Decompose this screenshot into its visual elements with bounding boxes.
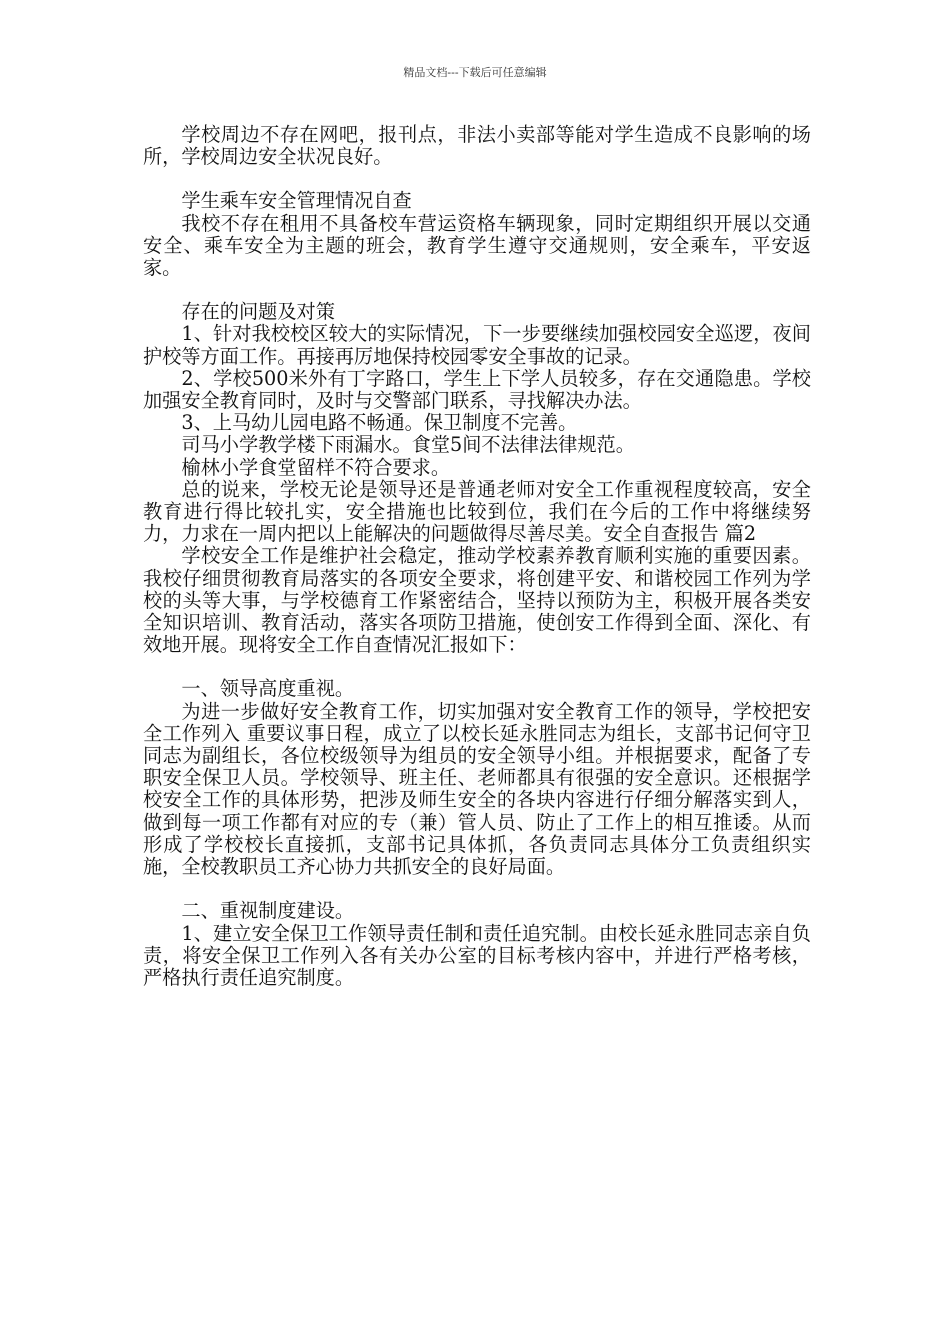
paragraph: 1、针对我校校区较大的实际情况，下一步要继续加强校园安全巡逻，夜间护校等方面工作。再接再厉地保持校园零安全事故的记录。: [143, 322, 811, 368]
paragraph: 榆林小学食堂留样不符合要求。: [181, 455, 451, 479]
paragraph: 1、建立安全保卫工作领导责任制和责任追究制。由校长延永胜同志亲自负责，将安全保卫工作列入各有关办公室的目标考核内容中，并进行严格考核，严格执行责任追究制度。: [143, 921, 811, 989]
paragraph: 二、重视制度建设。: [181, 899, 355, 923]
paragraph: 学生乘车安全管理情况自查: [181, 189, 412, 213]
paragraph-gap: [143, 168, 811, 190]
paragraph: 为进一步做好安全教育工作，切实加强对安全教育工作的领导，学校把安全工作列入 重要议事日程，成立了以校长延永胜同志为组长，支部书记何守卫同志为副组长，各位校级领导为组员的安全领导小组。并根据要求，配备了专职安全保卫人员。学校领导、班主任、老师都具有很强的安全意识。还根据学校安全工作的具体形势，把涉及师生安全的各块内容进行仔细分解落实到人，做到每一项工作都有对应的专（兼）管人员、防止了工作上的相互推诿。从而形成了学校校长直接抓，支部书记具体抓，各负责同志具体分工负责组织实施，全校教职员工齐心协力共抓安全的良好局面。: [143, 699, 811, 879]
paragraph: 存在的问题及对策: [181, 300, 335, 324]
paragraph: 学校安全工作是维护社会稳定，推动学校素养教育顺利实施的重要因素。我校仔细贯彻教育局落实的各项安全要求，将创建平安、和谐校园工作列为学校的头等大事，与学校德育工作紧密结合，坚持以预防为主，积极开展各类安全知识培训、教育活动，落实各项防卫措施，使创安工作得到全面、深化、有效地开展。现将安全工作自查情况汇报如下：: [143, 544, 811, 657]
paragraph-gap: [143, 656, 811, 678]
paragraph: 3、上马幼儿园电路不畅通。保卫制度不完善。: [181, 411, 578, 435]
paragraph: 一、领导高度重视。: [181, 677, 355, 701]
paragraph: 司马小学教学楼下雨漏水。食堂5间不法律法律规范。: [181, 433, 635, 457]
paragraph-gap: [143, 878, 811, 900]
paragraph: 总的说来，学校无论是领导还是普通老师对安全工作重视程度较高，安全教育进行得比较扎实，安全措施也比较到位，我们在今后的工作中将继续努力，力求在一周内把以上能解决的问题做得尽善尽美。安全自查报告 篇2: [143, 477, 811, 546]
paragraph: 2、学校500米外有丁字路口，学生上下学人员较多，存在交通隐患。学校加强安全教育同时，及时与交警部门联系，寻找解决办法。: [143, 366, 811, 413]
paragraph: 学校周边不存在网吧，报刊点，非法小卖部等能对学生造成不良影响的场所，学校周边安全状况良好。: [143, 123, 811, 169]
paragraph-gap: [143, 279, 811, 301]
page-header: 精品文档---下载后可任意编辑: [403, 66, 547, 79]
paragraph: 我校不存在租用不具备校车营运资格车辆现象，同时定期组织开展以交通安全、乘车安全为主题的班会，教育学生遵守交通规则，安全乘车，平安返家。: [143, 211, 811, 280]
document-body: [143, 124, 811, 989]
